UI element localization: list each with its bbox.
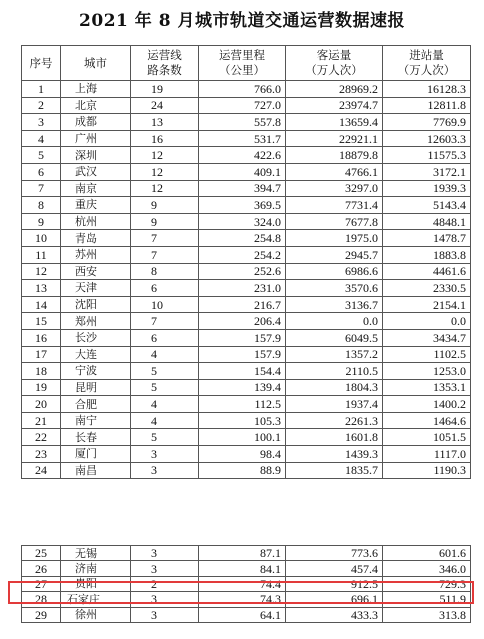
row-index: 5 [22, 147, 61, 164]
row-entries: 1353.1 [383, 379, 471, 396]
row-ridership: 13659.4 [286, 114, 383, 131]
row-lines: 9 [131, 197, 199, 214]
row-city: 上海 [61, 81, 131, 98]
row-mileage: 252.6 [199, 263, 286, 280]
row-lines: 12 [131, 163, 199, 180]
header-index: 序号 [22, 46, 61, 81]
table-row [22, 396, 471, 413]
table-row [22, 446, 471, 463]
table-row [22, 592, 471, 607]
row-lines: 3 [131, 546, 199, 561]
row-index: 4 [22, 130, 61, 147]
row-city: 武汉 [61, 163, 131, 180]
row-entries: 4848.1 [383, 213, 471, 230]
row-ridership: 773.6 [286, 546, 383, 561]
table-row [22, 346, 471, 363]
row-index: 18 [22, 363, 61, 380]
table-row [22, 412, 471, 429]
row-city: 杭州 [61, 213, 131, 230]
header-row [22, 46, 471, 81]
row-ridership: 3570.6 [286, 280, 383, 297]
row-ridership: 1601.8 [286, 429, 383, 446]
row-index: 9 [22, 213, 61, 230]
row-city: 徐州 [61, 607, 131, 622]
row-lines: 8 [131, 263, 199, 280]
row-entries: 601.6 [383, 546, 471, 561]
table-row [22, 130, 471, 147]
table-row [22, 114, 471, 131]
row-ridership: 6049.5 [286, 329, 383, 346]
row-mileage: 105.3 [199, 412, 286, 429]
table-row [22, 263, 471, 280]
table-row [22, 180, 471, 197]
row-entries: 7769.9 [383, 114, 471, 131]
row-ridership: 1835.7 [286, 462, 383, 479]
table-row [22, 546, 471, 561]
row-city: 南宁 [61, 412, 131, 429]
row-lines: 16 [131, 130, 199, 147]
row-entries: 0.0 [383, 313, 471, 330]
row-ridership: 3297.0 [286, 180, 383, 197]
row-lines: 5 [131, 429, 199, 446]
row-mileage: 74.3 [199, 592, 286, 607]
row-entries: 11575.3 [383, 147, 471, 164]
row-index: 12 [22, 263, 61, 280]
row-index: 25 [22, 546, 61, 561]
row-ridership: 1804.3 [286, 379, 383, 396]
row-index: 20 [22, 396, 61, 413]
row-lines: 7 [131, 246, 199, 263]
table-row [22, 379, 471, 396]
row-city: 贵阳 [61, 576, 131, 591]
row-mileage: 531.7 [199, 130, 286, 147]
row-index: 24 [22, 462, 61, 479]
row-entries: 1478.7 [383, 230, 471, 247]
row-entries: 1102.5 [383, 346, 471, 363]
row-lines: 9 [131, 213, 199, 230]
row-mileage: 154.4 [199, 363, 286, 380]
table-row [22, 329, 471, 346]
row-city: 郑州 [61, 313, 131, 330]
row-index: 14 [22, 296, 61, 313]
row-mileage: 409.1 [199, 163, 286, 180]
row-entries: 1883.8 [383, 246, 471, 263]
row-mileage: 254.8 [199, 230, 286, 247]
row-mileage: 369.5 [199, 197, 286, 214]
row-mileage: 139.4 [199, 379, 286, 396]
row-city: 无锡 [61, 546, 131, 561]
header-entries: 进站量 （万人次） [383, 46, 471, 81]
row-entries: 346.0 [383, 561, 471, 576]
row-mileage: 557.8 [199, 114, 286, 131]
row-index: 1 [22, 81, 61, 98]
row-lines: 10 [131, 296, 199, 313]
row-city: 南昌 [61, 462, 131, 479]
row-ridership: 912.5 [286, 576, 383, 591]
row-lines: 2 [131, 576, 199, 591]
row-ridership: 7677.8 [286, 213, 383, 230]
row-city: 广州 [61, 130, 131, 147]
row-lines: 5 [131, 363, 199, 380]
row-lines: 7 [131, 230, 199, 247]
row-mileage: 88.9 [199, 462, 286, 479]
table-row [22, 462, 471, 479]
row-ridership: 457.4 [286, 561, 383, 576]
row-index: 3 [22, 114, 61, 131]
header-ridership: 客运量 （万人次） [286, 46, 383, 81]
row-lines: 6 [131, 280, 199, 297]
row-lines: 12 [131, 147, 199, 164]
row-city: 济南 [61, 561, 131, 576]
row-lines: 4 [131, 412, 199, 429]
row-city: 天津 [61, 280, 131, 297]
row-index: 2 [22, 97, 61, 114]
row-mileage: 74.4 [199, 576, 286, 591]
row-city: 西安 [61, 263, 131, 280]
row-city: 昆明 [61, 379, 131, 396]
row-city: 长沙 [61, 329, 131, 346]
table-row [22, 313, 471, 330]
row-mileage: 100.1 [199, 429, 286, 446]
row-entries: 729.3 [383, 576, 471, 591]
row-ridership: 2945.7 [286, 246, 383, 263]
row-entries: 16128.3 [383, 81, 471, 98]
row-entries: 1190.3 [383, 462, 471, 479]
data-table [21, 45, 471, 479]
row-mileage: 216.7 [199, 296, 286, 313]
row-mileage: 157.9 [199, 346, 286, 363]
row-index: 28 [22, 592, 61, 607]
page-title: 2021 年 8 月城市轨道交通运营数据速报 [79, 11, 405, 31]
row-ridership: 18879.8 [286, 147, 383, 164]
row-lines: 4 [131, 346, 199, 363]
row-ridership: 1937.4 [286, 396, 383, 413]
row-ridership: 433.3 [286, 607, 383, 622]
row-entries: 1939.3 [383, 180, 471, 197]
row-ridership: 696.1 [286, 592, 383, 607]
row-mileage: 157.9 [199, 329, 286, 346]
table-row [22, 163, 471, 180]
row-ridership: 7731.4 [286, 197, 383, 214]
row-city: 宁波 [61, 363, 131, 380]
row-city: 石家庄 [61, 592, 131, 607]
row-entries: 4461.6 [383, 263, 471, 280]
table-row [22, 429, 471, 446]
row-ridership: 2110.5 [286, 363, 383, 380]
row-index: 29 [22, 607, 61, 622]
table-row [22, 213, 471, 230]
row-entries: 313.8 [383, 607, 471, 622]
row-mileage: 394.7 [199, 180, 286, 197]
table-row [22, 97, 471, 114]
row-entries: 1464.6 [383, 412, 471, 429]
row-city: 重庆 [61, 197, 131, 214]
table-row [22, 561, 471, 576]
table-row [22, 197, 471, 214]
row-ridership: 23974.7 [286, 97, 383, 114]
row-city: 深圳 [61, 147, 131, 164]
row-entries: 12811.8 [383, 97, 471, 114]
row-lines: 12 [131, 180, 199, 197]
row-index: 27 [22, 576, 61, 591]
row-index: 13 [22, 280, 61, 297]
row-lines: 5 [131, 379, 199, 396]
table-row [22, 363, 471, 380]
row-mileage: 231.0 [199, 280, 286, 297]
row-lines: 7 [131, 313, 199, 330]
row-index: 10 [22, 230, 61, 247]
header-lines: 运营线 路条数 [131, 46, 199, 81]
table-row [22, 280, 471, 297]
row-lines: 3 [131, 446, 199, 463]
row-ridership: 0.0 [286, 313, 383, 330]
row-city: 北京 [61, 97, 131, 114]
row-mileage: 324.0 [199, 213, 286, 230]
row-entries: 12603.3 [383, 130, 471, 147]
row-lines: 19 [131, 81, 199, 98]
row-lines: 6 [131, 329, 199, 346]
table-row [22, 81, 471, 98]
row-mileage: 87.1 [199, 546, 286, 561]
row-mileage: 98.4 [199, 446, 286, 463]
row-index: 17 [22, 346, 61, 363]
row-entries: 5143.4 [383, 197, 471, 214]
row-index: 11 [22, 246, 61, 263]
table-row [22, 576, 471, 591]
row-mileage: 422.6 [199, 147, 286, 164]
row-entries: 1253.0 [383, 363, 471, 380]
row-ridership: 6986.6 [286, 263, 383, 280]
row-entries: 2154.1 [383, 296, 471, 313]
row-mileage: 64.1 [199, 607, 286, 622]
row-entries: 511.9 [383, 592, 471, 607]
row-index: 15 [22, 313, 61, 330]
row-city: 苏州 [61, 246, 131, 263]
row-city: 沈阳 [61, 296, 131, 313]
row-lines: 3 [131, 607, 199, 622]
row-index: 21 [22, 412, 61, 429]
row-ridership: 22921.1 [286, 130, 383, 147]
row-entries: 1051.5 [383, 429, 471, 446]
row-ridership: 4766.1 [286, 163, 383, 180]
row-lines: 3 [131, 592, 199, 607]
row-mileage: 112.5 [199, 396, 286, 413]
row-mileage: 84.1 [199, 561, 286, 576]
row-mileage: 206.4 [199, 313, 286, 330]
table-row [22, 246, 471, 263]
row-lines: 24 [131, 97, 199, 114]
row-city: 厦门 [61, 446, 131, 463]
row-ridership: 1439.3 [286, 446, 383, 463]
row-city: 长春 [61, 429, 131, 446]
table-row [22, 296, 471, 313]
row-index: 22 [22, 429, 61, 446]
row-lines: 13 [131, 114, 199, 131]
row-lines: 3 [131, 561, 199, 576]
row-city: 合肥 [61, 396, 131, 413]
row-ridership: 3136.7 [286, 296, 383, 313]
row-index: 26 [22, 561, 61, 576]
row-mileage: 766.0 [199, 81, 286, 98]
row-city: 成都 [61, 114, 131, 131]
row-ridership: 1357.2 [286, 346, 383, 363]
row-ridership: 28969.2 [286, 81, 383, 98]
row-ridership: 1975.0 [286, 230, 383, 247]
row-entries: 3172.1 [383, 163, 471, 180]
row-entries: 2330.5 [383, 280, 471, 297]
header-mileage: 运营里程 （公里） [199, 46, 286, 81]
table-row [22, 230, 471, 247]
row-index: 19 [22, 379, 61, 396]
header-city: 城市 [61, 46, 131, 81]
row-ridership: 2261.3 [286, 412, 383, 429]
row-lines: 4 [131, 396, 199, 413]
row-index: 6 [22, 163, 61, 180]
row-index: 7 [22, 180, 61, 197]
row-entries: 1117.0 [383, 446, 471, 463]
row-city: 大连 [61, 346, 131, 363]
row-index: 16 [22, 329, 61, 346]
row-city: 南京 [61, 180, 131, 197]
table-row [22, 147, 471, 164]
row-entries: 1400.2 [383, 396, 471, 413]
row-lines: 3 [131, 462, 199, 479]
row-index: 23 [22, 446, 61, 463]
row-mileage: 727.0 [199, 97, 286, 114]
data-table-continued [21, 545, 471, 623]
row-entries: 3434.7 [383, 329, 471, 346]
row-mileage: 254.2 [199, 246, 286, 263]
table-row [22, 607, 471, 622]
row-index: 8 [22, 197, 61, 214]
row-city: 青岛 [61, 230, 131, 247]
